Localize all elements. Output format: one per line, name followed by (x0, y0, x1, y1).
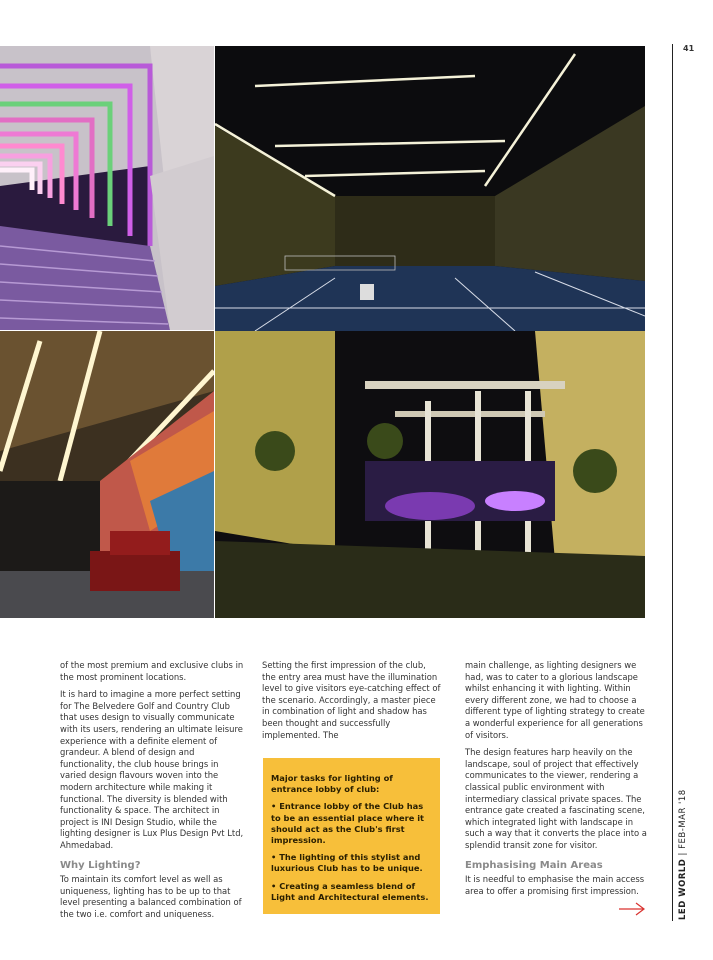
text-column-2 (262, 660, 442, 747)
col1-para1: of the most premium and exclusive clubs in the most prominent locations. (60, 660, 244, 682)
col2-para1: Setting the first impression of the club, the entry area must have the illumination level to give visitors eye-catching effect of the scenario. Accordingly, a master piece in combination of light and shadow has been thought and successfully implemented. The (262, 660, 441, 740)
side-rule (672, 44, 673, 921)
col1-para3: To maintain its comfort level as well as uniqueness, lighting has to be up to that level presenting a balanced combination of the two i.e. comfort and uniqueness. (60, 874, 242, 919)
text-column-3 (465, 660, 650, 903)
callout-box (263, 758, 440, 914)
callout-title: Major tasks for lighting of entrance lobby of club: (271, 773, 393, 795)
callout-item-1: • Entrance lobby of the Club has to be an essential place where it should act as the Club's first impression. (271, 801, 425, 846)
photo-garden-pergola (215, 331, 645, 618)
arrow-right-icon (618, 901, 646, 917)
col3-para2: The design features harp heavily on the landscape, soul of project that effectively communicates to the viewer, rendering a classical public environment with intermediary classical private spaces. The entrance gate created a fascinating scene, which integrated light with landscape in such a way that it converts the place into a splendid transit zone for visitor. (465, 747, 647, 850)
col3-para1: main challenge, as lighting designers we had, was to cater to a glorious landscape whilst enhancing it with lighting. Within every different zone, we had to choose a different type of lighting strategy to create a wonderful experience for all generations of visitors. (465, 660, 645, 740)
photo-light-tunnel (0, 46, 214, 330)
callout-item-3: • Creating a seamless blend of Light and Architectural elements. (271, 880, 429, 902)
col1-subhead: Why Lighting? (60, 859, 141, 871)
col3-subhead: Emphasising Main Areas (465, 859, 603, 871)
magazine-side-label: LED WORLD | FEB-MAR '18 (678, 789, 688, 920)
magazine-name: LED WORLD (678, 858, 688, 920)
issue-date: FEB-MAR '18 (678, 789, 688, 849)
photo-badminton-court (215, 46, 645, 331)
col1-para2: It is hard to imagine a more perfect setting for The Belvedere Golf and Country Club that uses design to visually communicate with its users, rendering an ultimate leisure experience with a definite element of grandeur. A blend of design and functionality, the club house brings in varied design flavours woven into the modern architecture while making it functional. The diversity is blended with functionality & space. The architect in project is INI Design Studio, while the lighting designer is Lux Plus Design Pvt Ltd, Ahmedabad. (60, 689, 244, 850)
text-column-1 (60, 660, 245, 926)
page-number: 41 (683, 44, 695, 53)
callout-item-2: • The lighting of this stylist and luxurious Club has to be unique. (271, 852, 423, 874)
col3-para3: It is needful to emphasise the main access area to offer a promising first impression. (465, 874, 645, 896)
photo-lobby-mural (0, 331, 214, 618)
